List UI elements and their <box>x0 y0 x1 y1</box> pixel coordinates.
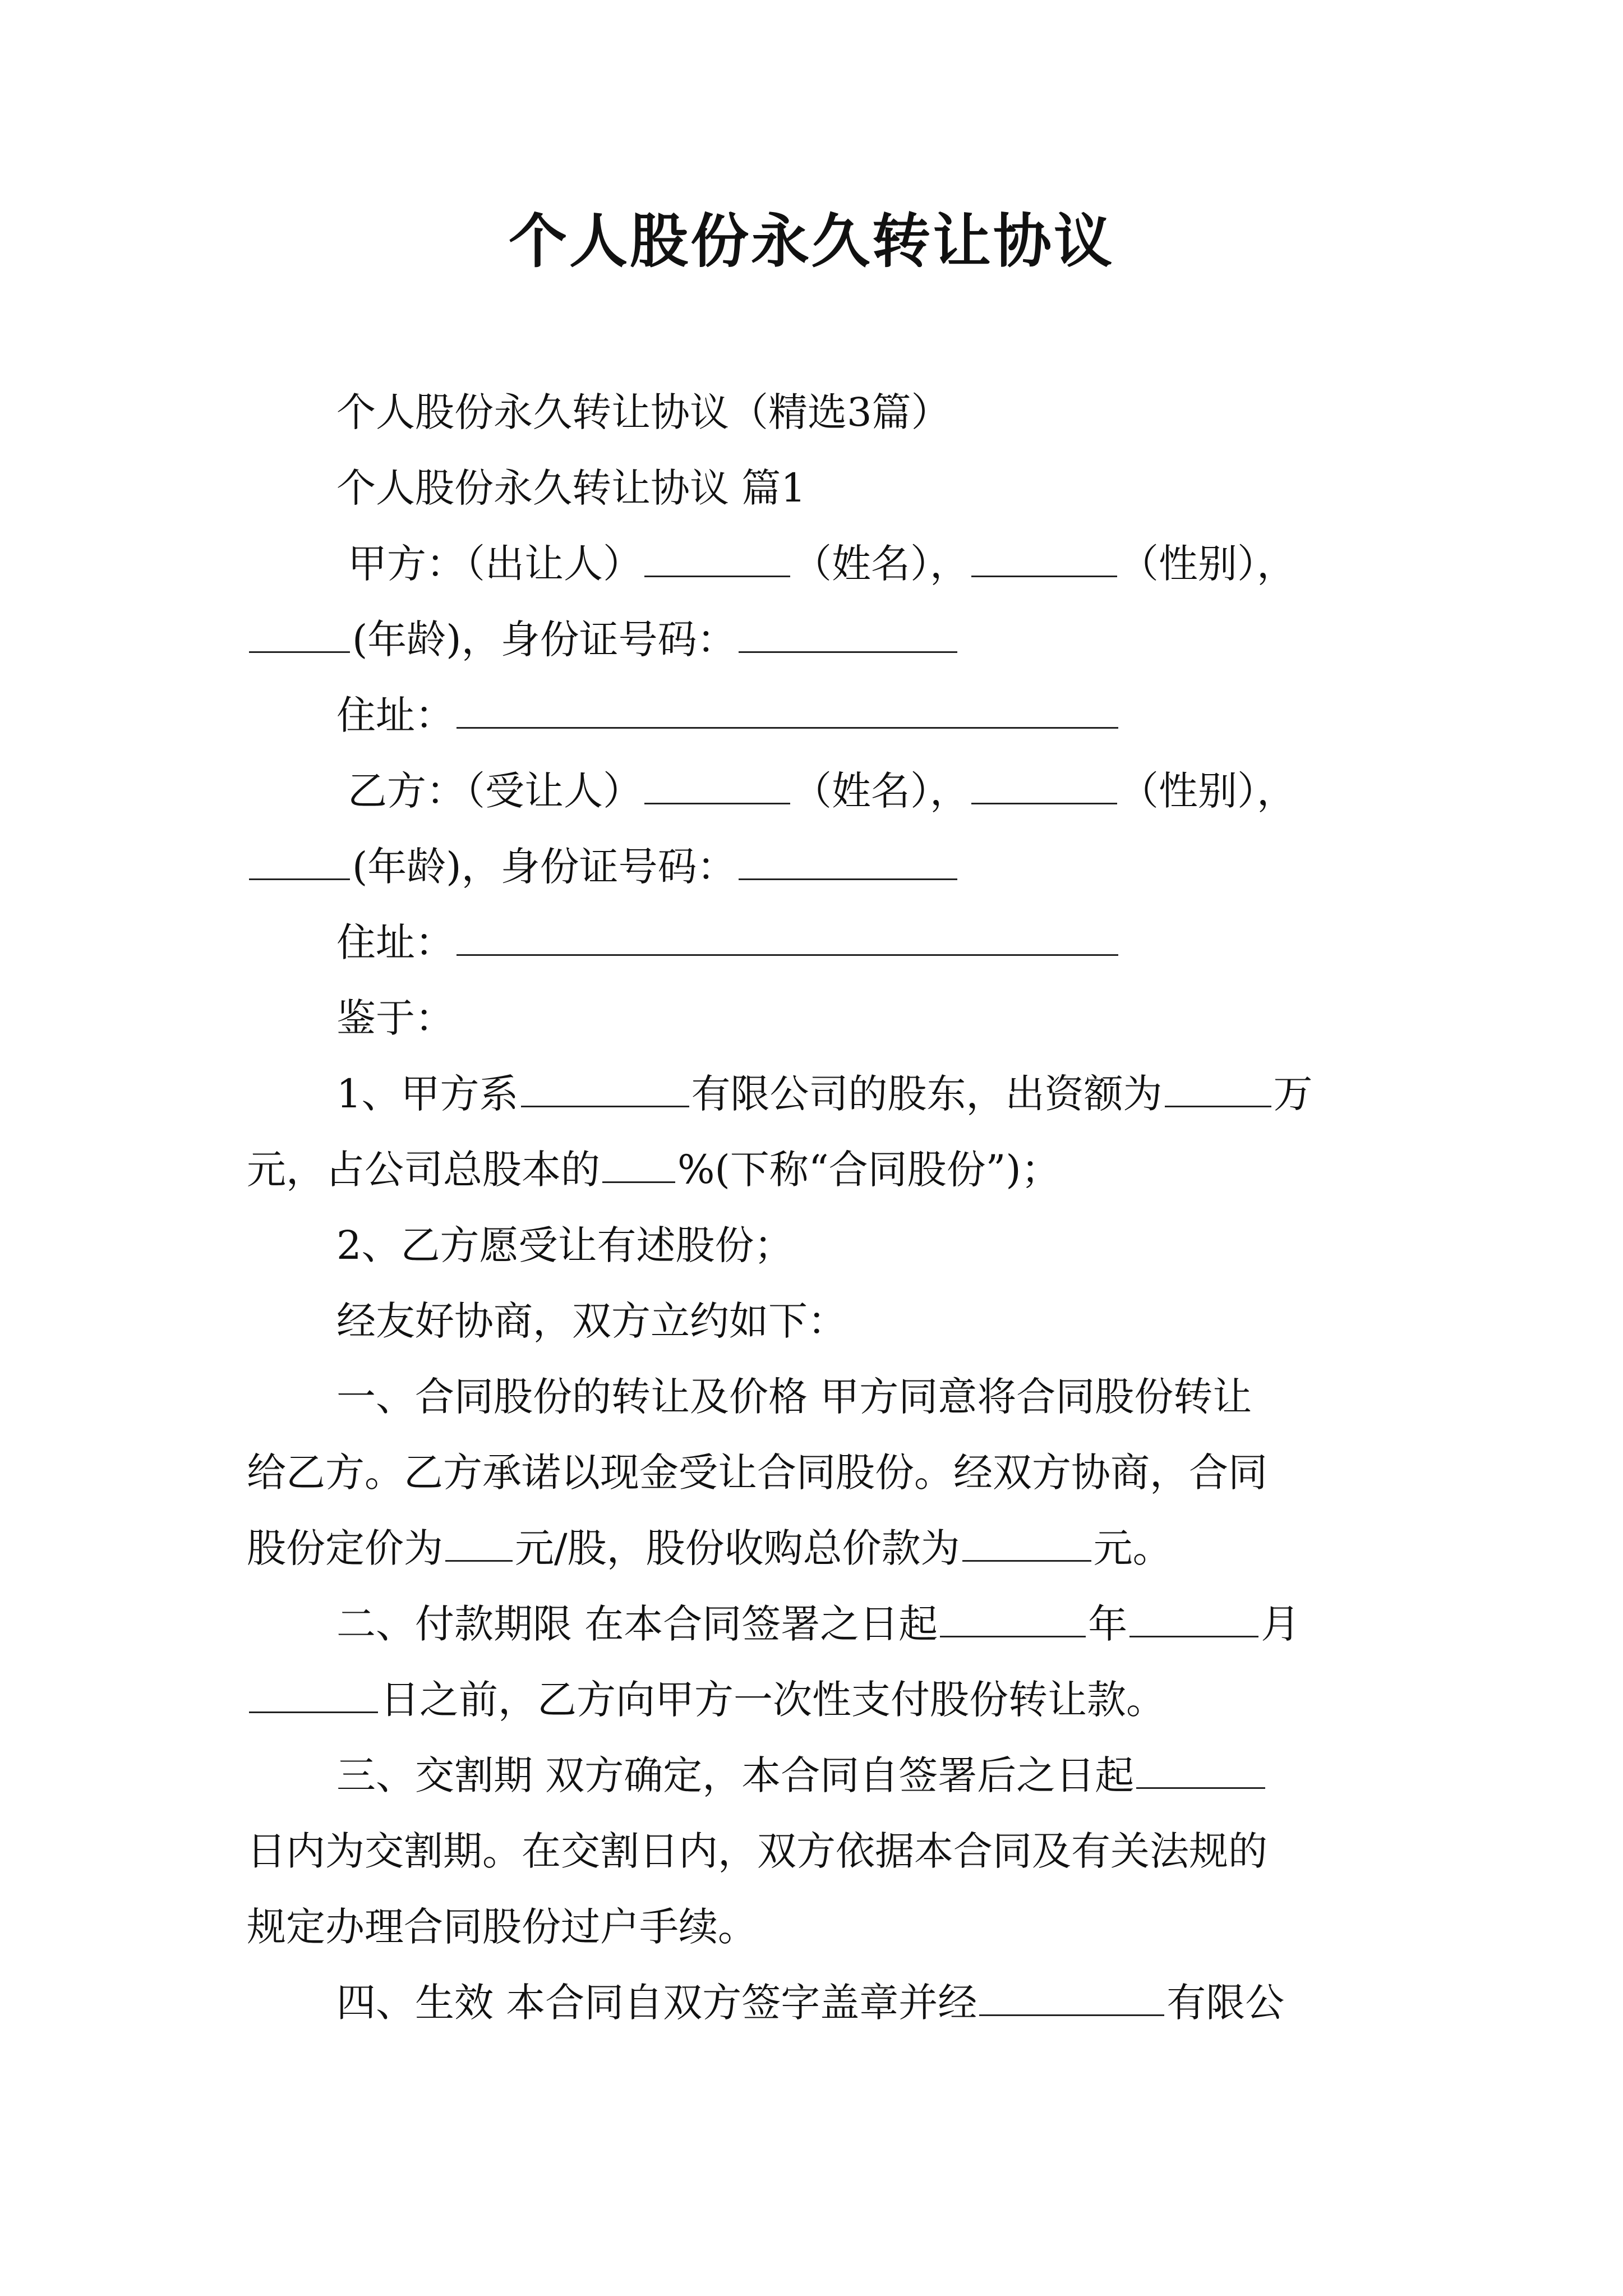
whereas-text: 鉴于： <box>336 995 454 1041</box>
party-b-id-line <box>247 839 1391 895</box>
section-1-text-3c: 元。 <box>1093 1525 1172 1571</box>
section-1-line-2 <box>247 1444 1391 1501</box>
payment-day-blank <box>249 1672 378 1713</box>
clause-1-part-a: 1、甲方系 <box>336 1071 519 1117</box>
section-3-line-2 <box>247 1823 1391 1879</box>
party-b-address-label: 住址： <box>336 919 454 965</box>
section-1-text-2: 给乙方。乙方承诺以现金受让合同股份。经双方协商，合同 <box>247 1450 1267 1496</box>
document-subtitle <box>336 384 1391 440</box>
section-3-line-1 <box>336 1747 1391 1803</box>
document-title: 个人股份永久转让协议 <box>508 207 1114 275</box>
share-percent-blank <box>602 1142 675 1183</box>
section-1-text-1: 一、合同股份的转让及价格 甲方同意将合同股份转让 <box>336 1374 1252 1420</box>
section-4-text-1a: 四、生效 本合同自双方签字盖章并经 <box>336 1980 978 2026</box>
section-1-text-3b: 元/股，股份收购总价款为 <box>515 1525 960 1571</box>
party-a-name-blank <box>644 536 790 577</box>
party-a-address-line <box>336 687 1391 743</box>
section-2-line-1 <box>336 1596 1391 1652</box>
section-1-line-1 <box>336 1369 1391 1425</box>
capital-amount-blank <box>1165 1066 1271 1107</box>
total-price-blank <box>962 1521 1091 1562</box>
party-b-age-label: (年龄)，身份证号码： <box>352 844 736 890</box>
party-a-address-blank <box>457 688 1118 729</box>
chapter-heading-text: 个人股份永久转让协议 篇1 <box>336 465 806 511</box>
party-a-gender-blank <box>971 536 1117 577</box>
party-a-line <box>348 536 1391 592</box>
section-3-text-1: 三、交割期 双方确定，本合同自签署后之日起 <box>336 1752 1135 1798</box>
delivery-days-blank <box>1136 1748 1265 1789</box>
clause-2-text: 2、乙方愿受让有述股份； <box>336 1222 794 1268</box>
section-3-text-2: 日内为交割期。在交割日内，双方依据本合同及有关法规的 <box>247 1828 1267 1874</box>
payment-month-blank <box>1129 1596 1258 1637</box>
section-3-text-3: 规定办理合同股份过户手续。 <box>247 1904 757 1950</box>
party-b-line <box>348 763 1391 819</box>
party-b-address-blank <box>457 915 1118 956</box>
party-b-prefix: 乙方：（受让人） <box>348 768 642 814</box>
party-b-name-label: （姓名）， <box>792 768 969 814</box>
party-a-prefix: 甲方：（出让人） <box>348 541 642 587</box>
party-a-id-blank <box>739 612 957 653</box>
section-2-text-1a: 二、付款期限 在本合同签署之日起 <box>336 1601 938 1647</box>
party-b-name-blank <box>644 763 790 804</box>
party-a-age-blank <box>249 612 350 653</box>
party-a-name-label: （姓名）， <box>792 541 969 587</box>
section-4-text-1b: 有限公 <box>1166 1980 1285 2026</box>
agreement-intro-text: 经友好协商，双方立约如下： <box>336 1298 847 1344</box>
subtitle-text: 个人股份永久转让协议（精选3篇） <box>336 389 951 435</box>
party-b-gender-blank <box>971 763 1117 804</box>
section-2-text-1c: 月 <box>1261 1601 1301 1647</box>
section-3-line-3 <box>247 1899 1391 1955</box>
party-a-gender-label: （性别）， <box>1119 541 1296 587</box>
party-a-address-label: 住址： <box>336 692 454 738</box>
party-b-id-blank <box>739 839 957 880</box>
party-b-gender-label: （性别）， <box>1119 768 1296 814</box>
payment-year-blank <box>940 1596 1086 1637</box>
section-4-line-1 <box>336 1975 1391 2031</box>
clause-1-part-c: 万 <box>1273 1071 1313 1117</box>
clause-2 <box>336 1217 1391 1273</box>
party-b-age-blank <box>249 839 350 880</box>
section-2-line-2 <box>247 1672 1391 1728</box>
company-name-blank <box>521 1066 689 1107</box>
section-2-text-2: 日之前，乙方向甲方一次性支付股份转让款。 <box>380 1677 1165 1723</box>
chapter-heading <box>336 460 1391 516</box>
clause-1-line-1 <box>336 1066 1391 1122</box>
approving-company-blank <box>979 1975 1164 2016</box>
section-1-line-3 <box>247 1520 1391 1576</box>
party-b-address-line <box>336 914 1391 970</box>
section-2-text-1b: 年 <box>1088 1601 1128 1647</box>
party-a-id-line <box>247 611 1391 668</box>
clause-1-part-d: 元，占公司总股本的 <box>247 1147 600 1193</box>
clause-1-part-e: %(下称“合同股份”)； <box>677 1147 1061 1193</box>
agreement-intro <box>336 1293 1391 1349</box>
clause-1-line-2 <box>247 1142 1391 1198</box>
clause-1-part-b: 有限公司的股东，出资额为 <box>691 1071 1163 1117</box>
party-a-age-label: (年龄)，身份证号码： <box>352 616 736 662</box>
section-1-text-3a: 股份定价为 <box>247 1525 443 1571</box>
whereas-heading <box>336 990 1391 1046</box>
price-per-share-blank <box>445 1521 513 1562</box>
